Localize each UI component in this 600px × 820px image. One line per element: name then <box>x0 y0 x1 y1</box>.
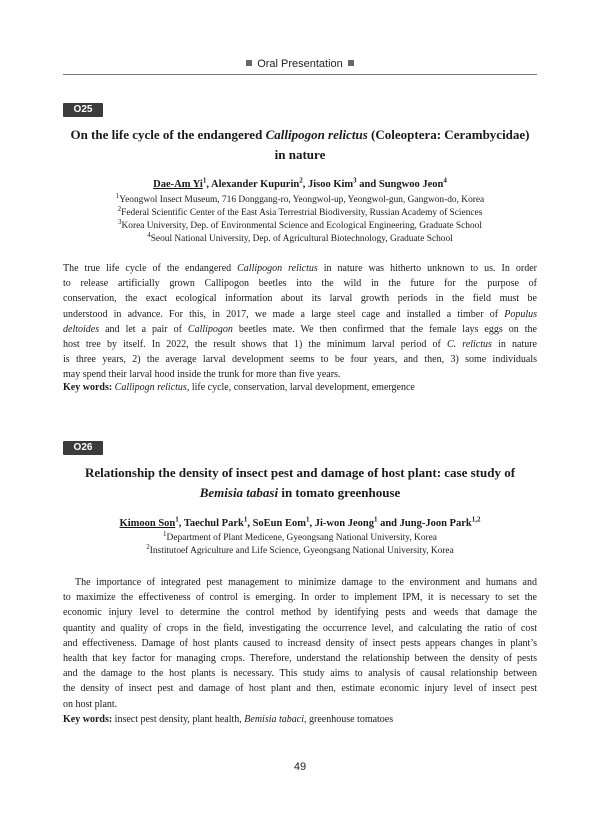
author-affil-mark: 1 <box>373 515 378 524</box>
keyword-list: , greenhouse tomatoes <box>304 714 394 725</box>
affiliation-mark: 1 <box>163 529 167 538</box>
abstract-line: quantity and quality of crops in the field, investigating the occurrence level, and calculating the ratio of cost <box>63 622 537 634</box>
abstract-line: and the damage to the host plants is necessary. This study aims to analysis of causal relationship between <box>63 668 537 680</box>
abstract-code-badge: O25 <box>63 103 103 117</box>
affiliation <box>63 542 537 558</box>
abstract-body <box>63 261 537 383</box>
title-species: Bemisia tabasi <box>199 485 279 500</box>
author-separator: and <box>377 518 400 529</box>
running-header-label: Oral Presentation <box>257 58 343 70</box>
keywords-label: Key words: <box>63 714 113 725</box>
title-text: in nature <box>274 147 326 162</box>
affiliation <box>63 217 537 233</box>
title-text: On the life cycle of the endangered <box>70 127 266 142</box>
author-name: Taechul Park <box>183 518 244 529</box>
author-affil-mark: 4 <box>443 176 447 185</box>
title-species: Callipogon relictus <box>265 127 368 142</box>
square-bullet-icon <box>348 60 354 66</box>
abstract-title <box>63 463 537 503</box>
author-separator: , <box>309 518 315 529</box>
affiliation-text: Institutoef Agriculture and Life Science, Gyeongsang National University, Korea <box>149 546 454 556</box>
author-name: Ji-won Jeong <box>314 518 374 529</box>
affiliation-text: Korea University, Dep. of Environmental Science and Ecological Engineering, Graduate School <box>121 221 482 231</box>
author-name: Kimoon Son <box>119 518 176 529</box>
affiliation-list <box>63 529 537 558</box>
author-affil-mark: 2 <box>299 176 303 185</box>
affiliation-mark: 2 <box>146 542 150 551</box>
affiliation <box>63 230 537 246</box>
keyword-species: Callipogn relictus <box>114 382 187 393</box>
affiliation-text: Department of Plant Medicene, Gyeongsang National University, Korea <box>166 533 437 543</box>
author-name: Jisoo Kim <box>307 179 354 190</box>
abstract-line: health that key factor for managing crops. Therefore, understand the relationship between the density of pests <box>63 652 537 664</box>
author-name: SoEun Eom <box>252 518 306 529</box>
keywords <box>63 713 537 727</box>
author-list <box>63 517 537 531</box>
author-separator: , <box>302 179 308 190</box>
author-separator: , <box>206 179 211 190</box>
keyword-species: Bemisia tabaci <box>244 714 304 725</box>
abstract-line: may spend their larval hood inside the trunk for more than five years. <box>63 369 341 381</box>
author-affil-mark: 3 <box>353 176 357 185</box>
author-separator: , <box>178 518 184 529</box>
author-list <box>63 178 537 192</box>
abstract-line: The true life cycle of the endangered Callipogon relictus in nature was hitherto unknown to us. In order <box>63 263 537 274</box>
affiliation-text: Seoul National University, Dep. of Agricultural Biotechnology, Graduate School <box>150 234 453 244</box>
abstract-line: on host plant. <box>63 698 118 710</box>
affiliation-text: Yeongwol Insect Museum, 716 Donggang-ro, Yeongwol-up, Yeongwol-gun, Gangwon-do, Korea <box>119 195 485 205</box>
title-text: in tomato greenhouse <box>278 485 401 500</box>
author-separator: , <box>247 518 253 529</box>
abstract-body <box>63 575 537 712</box>
affiliation <box>63 204 537 220</box>
affiliation-list <box>63 191 537 246</box>
keywords-label: Key words: <box>63 382 113 393</box>
affiliation-mark: 1 <box>115 191 120 200</box>
abstract-line: conservation, the exact ecological information about its larval growth periods in the field must be <box>63 293 537 305</box>
abstract-line: host tree by itself. In 2022, the result shows that 1) the minimum larval period of C. relictus in nature <box>63 338 537 350</box>
abstract-line: economic injury level to determine the control method by identifying pests and weeds that damage the <box>63 607 537 619</box>
page-number: 49 <box>293 761 307 773</box>
title-text: (Coleoptera: Cerambycidae) <box>367 127 530 142</box>
abstract-line: The importance of integrated pest management to minimize damage to the environment and humans and <box>75 577 537 588</box>
affiliation-mark: 3 <box>118 217 122 226</box>
abstract-code-badge: O26 <box>63 441 103 455</box>
affiliation-text: Federal Scientific Center of the East Asia Terrestrial Biodiversity, Russian Academy of Sciences <box>121 208 483 218</box>
affiliation-mark: 2 <box>117 204 122 213</box>
author-name: Jung-Joon Park <box>399 518 472 529</box>
author-name: Dae-Am Yi <box>153 179 203 190</box>
running-header <box>0 58 600 70</box>
keywords <box>63 381 537 395</box>
author-affil-mark: 1 <box>243 515 248 524</box>
square-bullet-icon <box>246 60 252 66</box>
abstract-line: to release artificially grown Callipogon beetles into the wild in the future for the purpose of <box>63 278 537 290</box>
affiliation <box>63 191 537 207</box>
abstract-line: the density of insect pest and damage of host plant and then, estimate economic injury level of insect pest <box>63 683 537 695</box>
author-affil-mark: 1 <box>202 176 207 185</box>
author-separator: and <box>356 179 379 190</box>
keyword-list: insect pest density, plant health, <box>112 714 245 725</box>
abstract-title <box>63 125 537 165</box>
abstract-line: to maximize the effectiveness of control is emerging. In order to implement IPM, it is necessary to set the <box>63 592 537 604</box>
abstract-line: and effectiveness. Damage of host plants caused to increasd density of insect pests appears changes in plant’s <box>63 637 537 649</box>
affiliation-mark: 4 <box>147 230 151 239</box>
author-name: Sungwoo Jeon <box>378 179 444 190</box>
author-affil-mark: 1 <box>175 515 179 524</box>
keyword-list: , life cycle, conservation, larval development, emergence <box>186 382 415 393</box>
author-affil-mark: 1 <box>305 515 310 524</box>
title-text: Relationship the density of insect pest and damage of host plant: case study of <box>84 465 516 480</box>
author-affil-mark: 1,2 <box>471 515 481 524</box>
abstract-line: is three years, 2) the average larval development seems to be four years, and then, 3) some individuals <box>63 354 537 366</box>
affiliation <box>63 529 537 545</box>
author-name: Alexander Kupurin <box>211 179 300 190</box>
abstract-line: understood in advance. For this, in 2017, we made a large steel cage and installed a timber of Populus <box>63 308 537 320</box>
header-divider <box>63 74 537 75</box>
abstract-line: deltoides and let a pair of Callipogon beetles mate. We then confirmed that the female lays eggs on the <box>63 323 537 335</box>
